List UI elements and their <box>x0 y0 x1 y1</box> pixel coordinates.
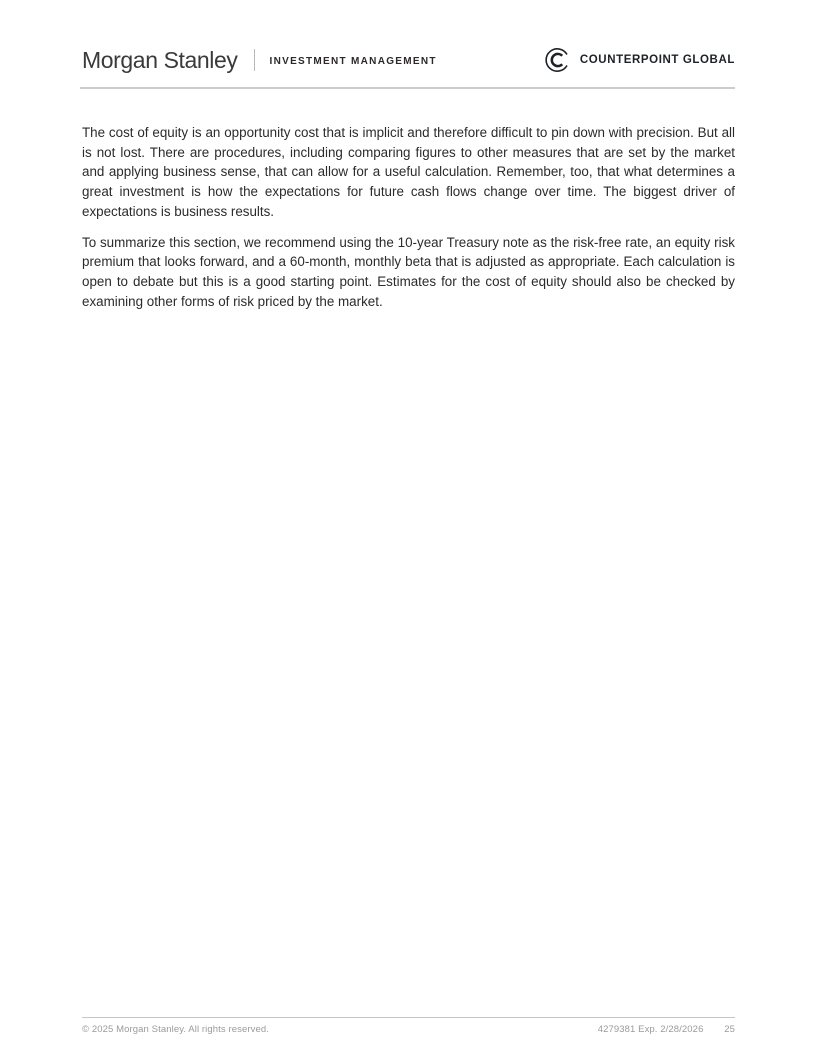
footer-meta <box>598 1024 735 1035</box>
paragraph-cost-of-equity: The cost of equity is an opportunity cost that is implicit and therefore difficult to pin down with precision. But all is not lost. There are procedures, including comparing figures to other measures that are set by the market and applying business sense, that can allow for a useful calculation. Remember, too, that what determines a great investment is how the expectations for future cash flows change over time. The biggest driver of expectations is business results. <box>82 125 735 219</box>
counterpoint-global-label: COUNTERPOINT GLOBAL <box>579 54 735 66</box>
footer-row <box>82 1018 735 1035</box>
morgan-stanley-wordmark: Morgan Stanley <box>82 46 238 73</box>
paragraph-summary: To summarize this section, we recommend using the 10-year Treasury note as the risk-free rate, an equity risk premium that looks forward, and a 60-month, monthly beta that is adjusted as appropriate. Each calculation is open to debate but this is a good starting point. Estimates for the cost of equity should also be checked by examining other forms of risk priced by the market. <box>82 234 735 309</box>
page-footer <box>82 1017 735 1035</box>
investment-management-label: INVESTMENT MANAGEMENT <box>269 55 437 67</box>
page-number: 25 <box>724 1024 735 1035</box>
counterpoint-global-c-icon <box>545 47 571 73</box>
morgan-stanley-logo <box>82 47 437 74</box>
page-header <box>82 46 735 74</box>
doc-id-expiry: 4279381 Exp. 2/28/2026 <box>597 1024 704 1035</box>
counterpoint-global-logo <box>545 47 735 73</box>
header-rule <box>80 87 735 89</box>
document-body <box>82 123 735 322</box>
copyright-text: © 2025 Morgan Stanley. All rights reserved. <box>82 1024 269 1035</box>
header-divider <box>254 49 255 71</box>
